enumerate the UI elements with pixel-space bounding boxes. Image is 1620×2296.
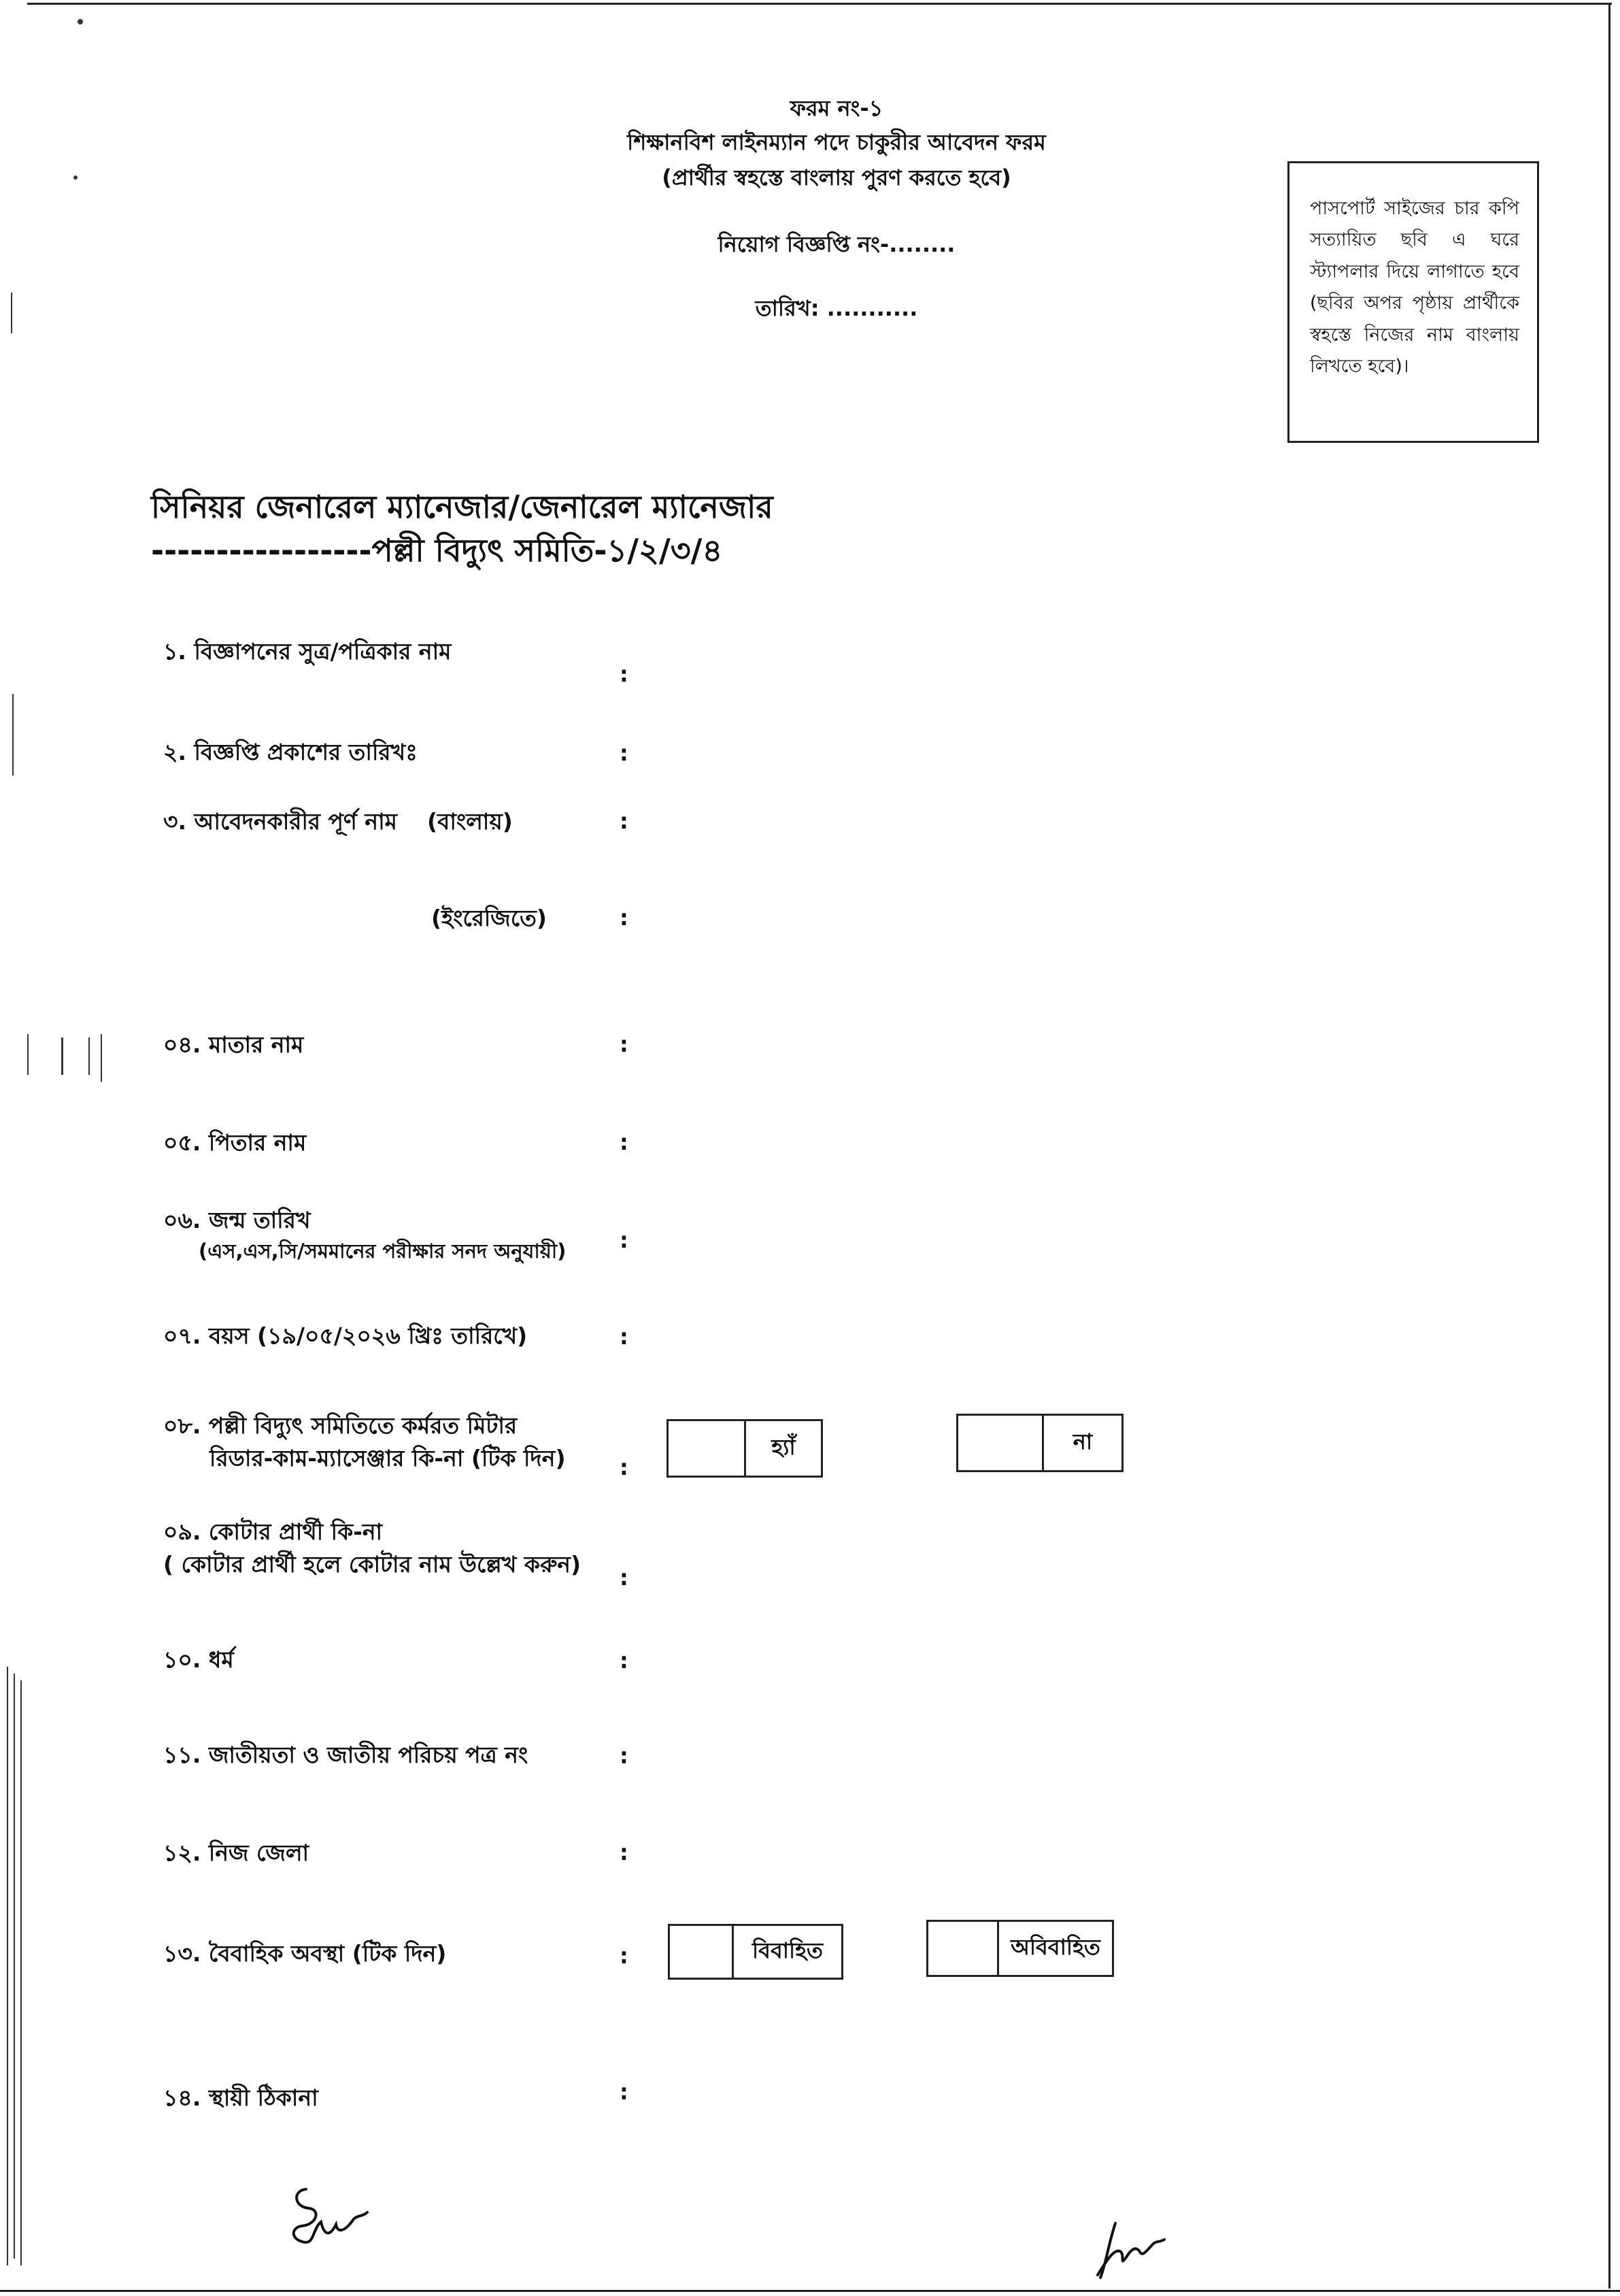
scan-line xyxy=(101,1034,102,1082)
field-label-full-name: ৩. আবেদনকারীর পূর্ণ নাম (বাংলায়) xyxy=(163,808,513,835)
form-instruction: (প্রার্থীর স্বহস্তে বাংলায় পুরণ করতে হবে) xyxy=(662,165,1011,190)
field-label-marital-status: ১৩. বৈবাহিক অবস্থা (টিক দিন) xyxy=(163,1940,447,1967)
scan-dot xyxy=(73,176,78,180)
field-label-meter-reader: ০৮. পল্লী বিদ্যুৎ সমিতিতে কর্মরত মিটার রিডার-কাম-ম্যাসেঞ্জার কি-না (টিক দিন) xyxy=(163,1410,566,1475)
scan-line xyxy=(27,1034,29,1075)
scan-line xyxy=(20,1680,22,2265)
field-label-english-name: (ইংরেজিতে) xyxy=(431,905,547,931)
field-sub-quota: ( কোটার প্রার্থী হলে কোটার নাম উল্লেখ করুন) xyxy=(163,1550,581,1578)
field-label-age: ০৭. বয়স (১৯/০৫/২০২৬ খ্রিঃ তারিখে) xyxy=(163,1322,528,1349)
option-married-label: বিবাহিত xyxy=(752,1937,824,1963)
notice-number: নিয়োগ বিজ্ঞপ্তি নং-........ xyxy=(718,231,956,257)
meter-reader-yes-box[interactable] xyxy=(666,1419,823,1478)
field-colon: : xyxy=(620,661,628,687)
form-title: শিক্ষানবিশ লাইনম্যান পদে চাকুরীর আবেদন ফরম xyxy=(627,129,1046,155)
field-label-publish-date: ২. বিজ্ঞপ্তি প্রকাশের তারিখঃ xyxy=(163,739,418,765)
scan-line xyxy=(11,293,12,333)
field-qualifier-bangla: (বাংলায়) xyxy=(426,808,513,835)
field-label-birth-date: ০৬. জন্ম তারিখ (এস,এস,সি/সমমানের পরীক্ষার সনদ অনুযায়ী) xyxy=(163,1204,566,1265)
signature-initials-right xyxy=(1088,2210,1170,2284)
field-colon: : xyxy=(620,740,628,766)
field-colon: : xyxy=(620,905,628,931)
field-label-religion: ১০. ধর্ম xyxy=(163,1646,234,1673)
scan-line xyxy=(7,1667,8,2265)
field-colon: : xyxy=(620,1565,628,1591)
page-border-bottom xyxy=(0,2290,1620,2292)
photo-box xyxy=(1287,161,1539,443)
field-label-nationality-nid: ১১. জাতীয়তা ও জাতীয় পরিচয় পত্র নং xyxy=(163,1742,528,1768)
page-border-right xyxy=(1608,3,1610,2289)
field-sub-birth-date: (এস,এস,সি/সমমানের পরীক্ষার সনদ অনুযায়ী) xyxy=(199,1239,567,1263)
option-unmarried-label: অবিবাহিত xyxy=(1011,1934,1100,1960)
field-label-permanent-address: ১৪. স্থায়ী ঠিকানা xyxy=(163,2084,318,2111)
signature-initials-left xyxy=(279,2177,374,2252)
form-date: তারিখ: ........... xyxy=(755,295,918,321)
page-border-top xyxy=(27,3,1612,5)
field-label-source: ১. বিজ্ঞাপনের সুত্র/পত্রিকার নাম xyxy=(163,638,452,665)
unmarried-box[interactable] xyxy=(926,1920,1114,1977)
field-colon: : xyxy=(620,1454,628,1480)
field-label-mother-name: ০৪. মাতার নাম xyxy=(163,1031,304,1058)
field-label-home-district: ১২. নিজ জেলা xyxy=(163,1840,309,1866)
field-colon: : xyxy=(620,1648,628,1674)
field-colon: : xyxy=(620,2079,628,2105)
tick-cell[interactable] xyxy=(669,1421,746,1476)
scan-line xyxy=(61,1037,63,1075)
addressee-line-1: সিনিয়র জেনারেল ম্যানেজার/জেনারেল ম্যানেজার xyxy=(151,488,773,525)
scan-line xyxy=(14,1674,15,2259)
scan-dot xyxy=(78,19,83,24)
field-colon: : xyxy=(620,1324,628,1350)
field-colon: : xyxy=(620,1943,628,1969)
option-no-label: না xyxy=(1073,1429,1093,1454)
option-yes-label: হ্যাঁ xyxy=(771,1434,796,1460)
field-colon: : xyxy=(620,1129,628,1155)
addressee-line-2: -----------------পল্লী বিদ্যুৎ সমিতি-১/২/৩/৪ xyxy=(151,532,723,569)
photo-box-instructions: পাসপোর্ট সাইজের চার কপি সত্যায়িত ছবি এ ঘরে স্ট্যাপলার দিয়ে লাগাতে হবে (ছবির অপর পৃষ্ঠায় প্রার্থীকে স্বহস্তে নিজের নাম বাংলায় লিখতে হবে)। xyxy=(1310,198,1519,378)
scan-line xyxy=(88,1037,90,1075)
field-colon: : xyxy=(620,1227,628,1253)
tick-cell[interactable] xyxy=(958,1416,1044,1470)
field-colon: : xyxy=(620,808,628,834)
married-box[interactable] xyxy=(668,1924,843,1980)
field-colon: : xyxy=(620,1840,628,1865)
form-number: ফরম নং-১ xyxy=(790,95,883,121)
field-label-father-name: ০৫. পিতার নাম xyxy=(163,1129,307,1156)
field-colon: : xyxy=(620,1743,628,1769)
tick-cell[interactable] xyxy=(670,1926,734,1978)
tick-cell[interactable] xyxy=(928,1922,999,1975)
field-sub-meter-reader: রিডার-কাম-ম্যাসেঞ্জার কি-না (টিক দিন) xyxy=(209,1444,566,1471)
field-label-quota: ০৯. কোটার প্রার্থী কি-না ( কোটার প্রার্থী হলে কোটার নাম উল্লেখ করুন) xyxy=(163,1516,581,1581)
meter-reader-no-box[interactable] xyxy=(956,1414,1124,1472)
field-colon: : xyxy=(620,1031,628,1057)
scan-line xyxy=(12,694,14,776)
